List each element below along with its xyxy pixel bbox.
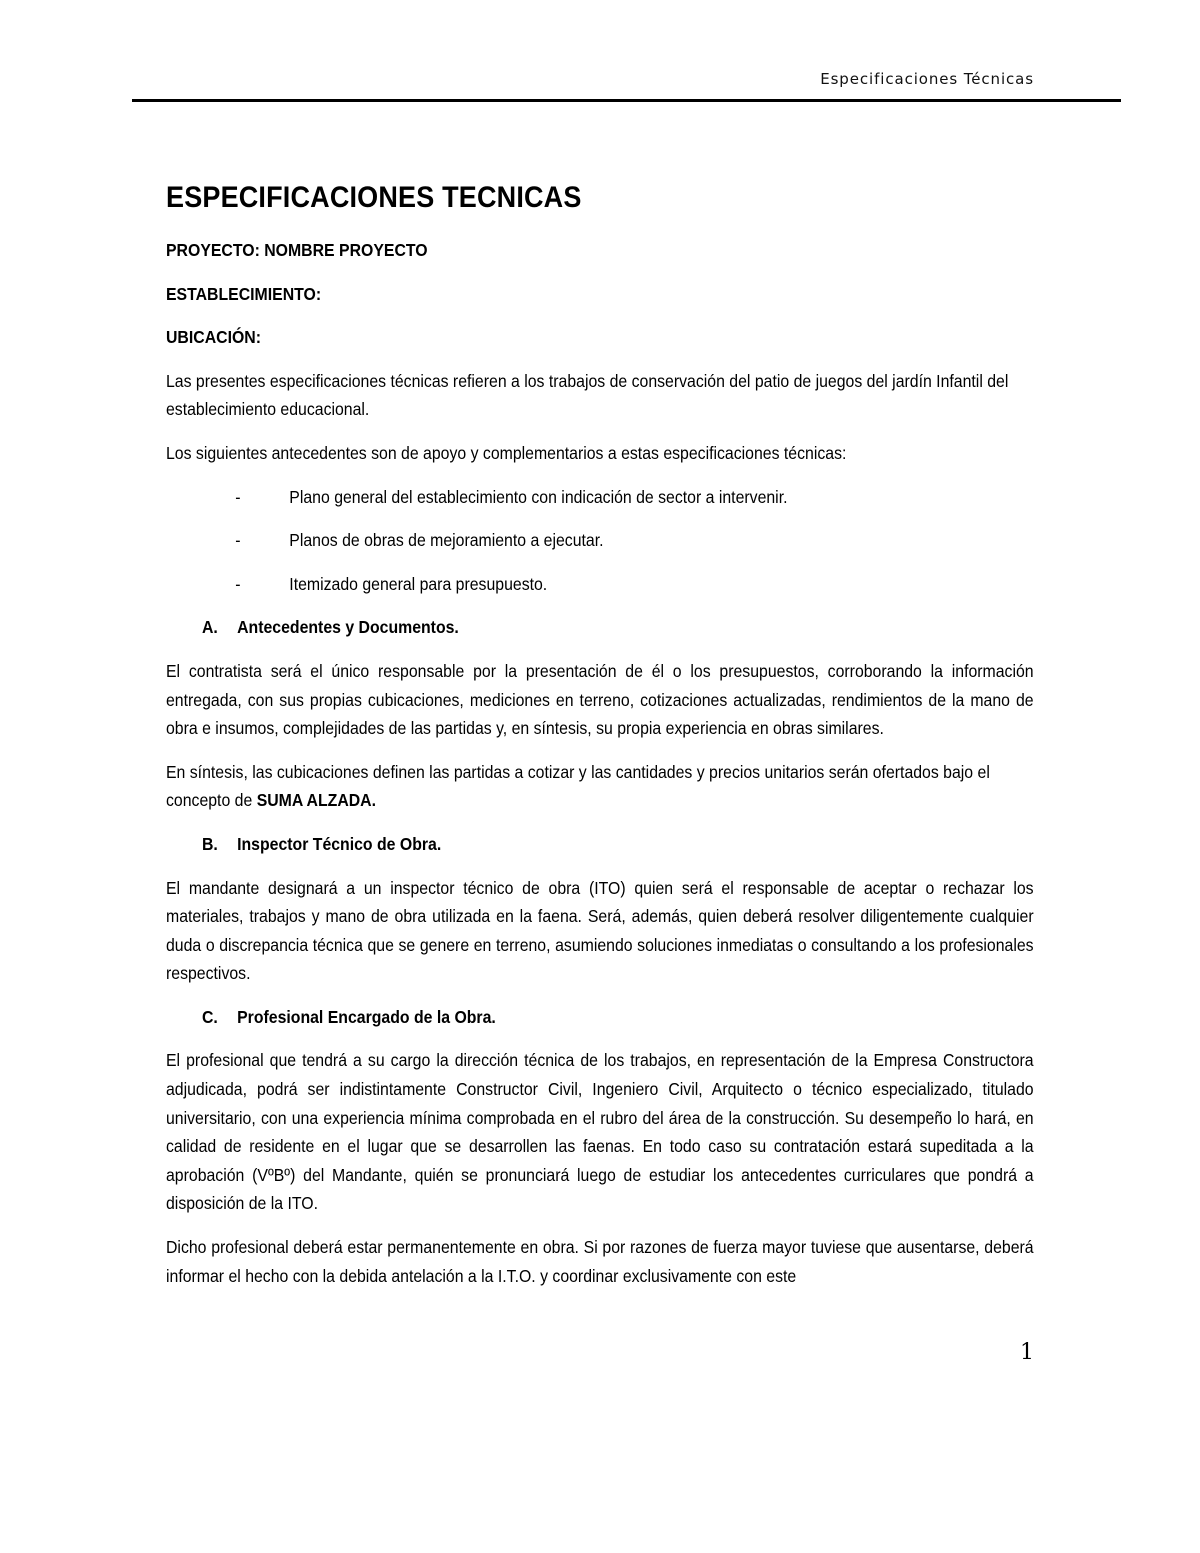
list-item-text: Planos de obras de mejoramiento a ejecutar. (289, 530, 604, 551)
section-title: Profesional Encargado de la Obra. (237, 1006, 496, 1027)
section-letter: A. (202, 617, 218, 638)
list-item-text: Itemizado general para presupuesto. (289, 573, 548, 594)
intro-paragraph: Las presentes especificaciones técnicas refieren a los trabajos de conservación del patio de juegos del jardín Infantil del establecimiento educacional. (166, 370, 1009, 420)
section-c-paragraph: El profesional que tendrá a su cargo la dirección técnica de los trabajos, en representación de la Empresa Constructora adjudicada, podrá ser indistintamente Constructor Civil, Ingeniero Civil, Arquitecto o técnico especializado, titulado universitario, con una experiencia mínima comprobada en el rubro del área de la construcción. Su desempeño lo hará, en calidad de residente en el lugar que se desarrollen las faenas. En todo caso su contratación estará supeditada a la aprobación (VºBº) del Mandante, quién se pronunciará luego de estudiar los antecedentes curriculares que pondrá a disposición de la ITO. (166, 1050, 1034, 1214)
list-dash: - (235, 573, 241, 594)
section-heading-c (166, 1003, 1034, 1032)
closing-bold-text: SUMA ALZADA. (256, 790, 377, 811)
section-a-paragraph: El contratista será el único responsable por la presentación de él o los presupuestos, corroborando la información entregada, con sus propias cubicaciones, mediciones en terreno, cotizaciones actualizadas, rendimientos de la mano de obra e insumos, complejidades de las partidas y, en síntesis, su propia experiencia en obras similares. (166, 660, 1034, 739)
section-title: Antecedentes y Documentos. (237, 617, 459, 638)
establishment-line: ESTABLECIMIENTO: (166, 283, 322, 304)
list-dash: - (235, 486, 241, 507)
document-body (166, 178, 1034, 1305)
section-letter: B. (202, 833, 218, 854)
section-letter: C. (202, 1006, 218, 1027)
running-header-title: Especificaciones Técnicas (820, 70, 1034, 88)
list-item (166, 526, 1034, 555)
page-number: 1 (1020, 1340, 1034, 1365)
section-heading-a (166, 613, 1034, 642)
project-line: PROYECTO: NOMBRE PROYECTO (166, 240, 428, 260)
section-title: Inspector Técnico de Obra. (237, 833, 442, 854)
document-title: ESPECIFICACIONES TECNICAS (166, 181, 582, 214)
list-dash: - (235, 530, 241, 551)
section-c-paragraph-continued: Dicho profesional deberá estar permanentemente en obra. Si por razones de fuerza mayor tuviese que ausentarse, deberá informar el hecho con la debida antelación a la I.T.O. y coordinar exclusivamente con este (166, 1237, 1034, 1286)
list-item (166, 483, 1034, 512)
section-heading-b (166, 830, 1034, 859)
list-item-text: Plano general del establecimiento con indicación de sector a intervenir. (289, 486, 788, 507)
list-item (166, 570, 1034, 599)
header-divider (132, 99, 1121, 102)
closing-text: En síntesis, las cubicaciones definen las partidas a cotizar y las cantidades y precios unitarios serán ofertados bajo el concepto de (166, 761, 990, 811)
location-line: UBICACIÓN: (166, 327, 262, 348)
section-b-paragraph: El mandante designará a un inspector técnico de obra (ITO) quien será el responsable de aceptar o rechazar los materiales, trabajos y mano de obra utilizada en la faena. Será, además, quien deberá resolver diligentemente cualquier duda o discrepancia técnica que se genere en terreno, asumiendo soluciones inmediatas o consultando a los profesionales respectivos. (166, 877, 1034, 984)
antecedents-intro: Los siguientes antecedentes son de apoyo y complementarios a estas especificaciones técnicas: (166, 442, 847, 463)
antecedents-list (166, 483, 1034, 599)
section-a-closing-paragraph (166, 758, 1034, 815)
